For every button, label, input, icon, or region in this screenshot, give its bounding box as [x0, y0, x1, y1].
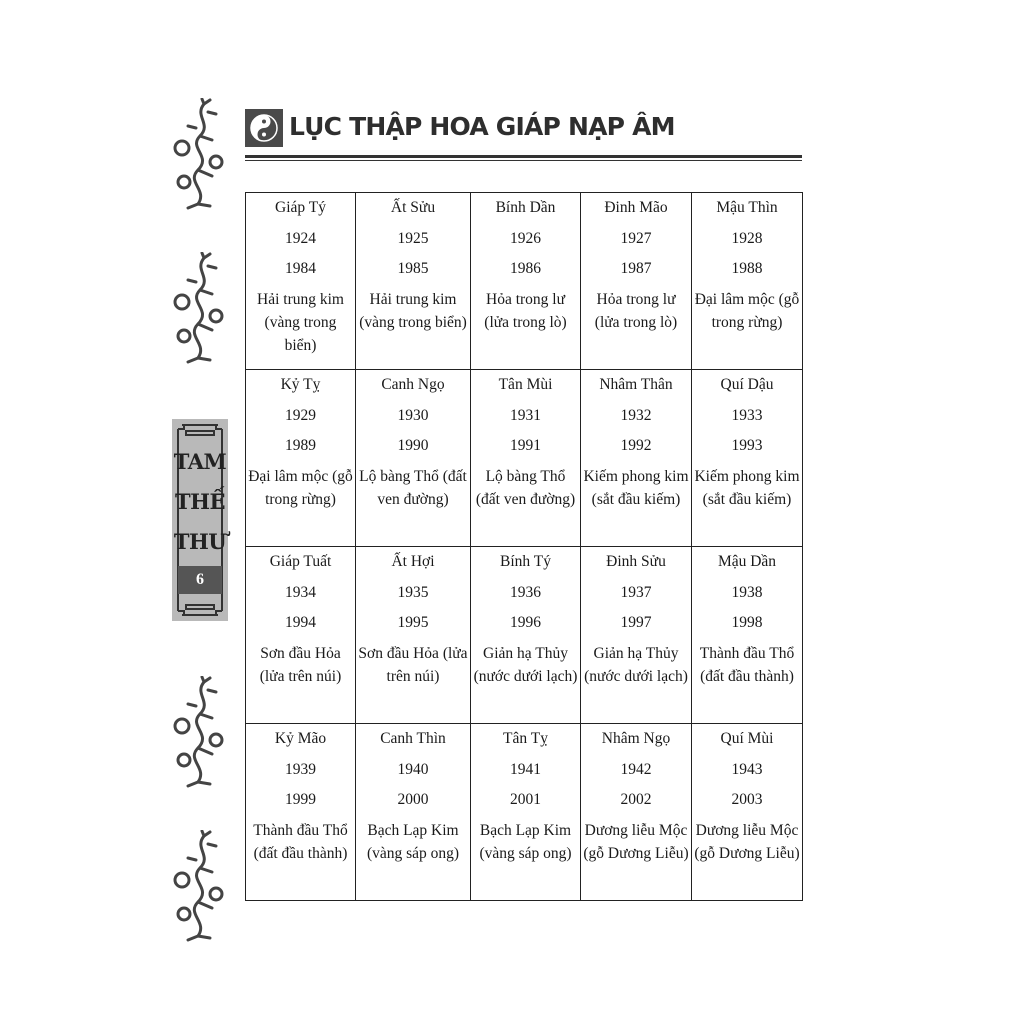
cell-year: 1939: [285, 760, 316, 778]
cell-year: 1936: [510, 583, 541, 601]
cell-name: Nhâm Ngọ: [601, 730, 671, 747]
cell-name: Đinh Mão: [604, 199, 668, 216]
cell-year: 1928: [731, 229, 763, 247]
table-cell: [581, 724, 692, 901]
cell-year: 1938: [731, 583, 763, 601]
cell-name: Tân Tỵ: [503, 730, 548, 747]
cell-year: 1996: [510, 614, 541, 631]
table-cell: [246, 724, 356, 901]
cell-name: Giáp Tý: [275, 199, 326, 216]
table-cell: [581, 370, 692, 547]
cell-year: 1986: [510, 260, 541, 277]
cell-element: Kiếm phong kim (sắt đầu kiếm): [694, 467, 800, 508]
table-row: [246, 724, 803, 901]
cell-name: Ất Hợi: [391, 553, 435, 570]
cell-name: Bính Tý: [500, 553, 551, 570]
cell-name: Ất Sửu: [390, 199, 436, 216]
page-number: 6: [178, 566, 222, 594]
table-cell: [356, 370, 471, 547]
cell-element: Giản hạ Thủy (nước dưới lạch): [584, 644, 688, 685]
cell-element: Lộ bàng Thổ (đất ven đường): [475, 467, 576, 508]
cell-name: Đinh Sửu: [606, 553, 666, 570]
header-rule-thin: [245, 160, 802, 161]
nap-am-table: [245, 192, 803, 901]
cell-year: 1927: [620, 229, 652, 247]
side-tab-word: THƯ: [173, 529, 227, 554]
table-cell: [246, 370, 356, 547]
cell-year: 1989: [285, 437, 316, 454]
cell-year: 1934: [285, 583, 316, 601]
cell-year: 1943: [731, 760, 763, 778]
table-cell: [356, 193, 471, 370]
cell-year: 1932: [620, 406, 652, 424]
cell-name: Kỷ Mão: [274, 730, 327, 747]
cell-year: 1937: [620, 583, 652, 601]
cell-element: Thành đầu Thổ (đất đầu thành): [253, 821, 348, 862]
yin-yang-icon: [245, 109, 283, 147]
table-body: [246, 193, 803, 901]
cell-element: Sơn đầu Hỏa (lửa trên núi): [259, 644, 342, 685]
side-tab-word: THẾ: [175, 489, 225, 514]
cell-element: Đại lâm mộc (gỗ trong rừng): [248, 467, 353, 508]
cell-year: 1941: [510, 760, 541, 778]
table-cell: [581, 193, 692, 370]
cell-year: 1924: [285, 229, 316, 247]
cell-year: 1940: [397, 760, 429, 778]
cell-year: 1998: [731, 614, 763, 631]
cell-element: Giản hạ Thủy (nước dưới lạch): [473, 644, 578, 685]
cell-name: Bính Dần: [495, 199, 556, 216]
cell-element: Dương liễu Mộc (gỗ Dương Liễu): [694, 821, 800, 862]
cell-year: 2000: [397, 791, 429, 808]
table-cell: [471, 547, 581, 724]
cell-year: 1993: [731, 437, 763, 454]
cell-name: Quí Mùi: [720, 730, 774, 747]
table-cell: [471, 370, 581, 547]
cell-element: Kiếm phong kim (sắt đầu kiếm): [583, 467, 689, 508]
table-cell: [356, 724, 471, 901]
cell-year: 1926: [510, 229, 541, 247]
cell-year: 2001: [510, 791, 541, 808]
cell-element: Hải trung kim (vàng trong biển): [359, 290, 467, 331]
table-cell: [356, 547, 471, 724]
table-row: [246, 370, 803, 547]
header-rule: [245, 155, 802, 158]
cell-element: Hỏa trong lư (lửa trong lò): [594, 290, 678, 331]
cell-year: 1997: [620, 614, 652, 631]
cell-year: 1990: [397, 437, 429, 454]
cell-year: 1942: [620, 760, 652, 778]
cell-element: Thành đầu Thổ (đất đầu thành): [699, 644, 795, 685]
cell-year: 1988: [731, 260, 763, 277]
side-tab-word: TAM: [173, 449, 227, 474]
table-cell: [246, 547, 356, 724]
cell-name: Canh Thìn: [380, 730, 446, 747]
table-cell: [246, 193, 356, 370]
cell-year: 2003: [731, 791, 763, 808]
table-cell: [692, 193, 803, 370]
cell-year: 1931: [510, 406, 541, 424]
cell-element: Bạch Lạp Kim (vàng sáp ong): [366, 821, 460, 862]
cell-name: Tân Mùi: [498, 376, 553, 393]
table-cell: [692, 547, 803, 724]
cell-name: Canh Ngọ: [381, 376, 445, 393]
table-cell: [692, 724, 803, 901]
cell-name: Nhâm Thân: [599, 376, 673, 393]
cell-year: 1929: [285, 406, 316, 424]
dragon-icon: [168, 98, 232, 210]
cell-name: Giáp Tuất: [269, 553, 332, 570]
cell-year: 1992: [620, 437, 652, 454]
cell-element: Dương liễu Mộc (gỗ Dương Liễu): [583, 821, 689, 862]
cell-year: 1930: [397, 406, 429, 424]
cell-year: 1991: [510, 437, 541, 454]
table-cell: [471, 193, 581, 370]
cell-name: Kỷ Tỵ: [280, 376, 321, 393]
dragon-icon: [168, 252, 232, 364]
table-cell: [471, 724, 581, 901]
cell-year: 1994: [285, 614, 316, 631]
cell-element: Hỏa trong lư (lửa trong lò): [484, 290, 567, 331]
cell-year: 1985: [397, 260, 429, 277]
table-row: [246, 193, 803, 370]
cell-year: 1995: [397, 614, 429, 631]
cell-element: Hải trung kim (vàng trong biển): [257, 290, 344, 354]
cell-year: 1984: [285, 260, 316, 277]
cell-element: Sơn đầu Hỏa (lửa trên núi): [358, 644, 468, 685]
cell-name: Mậu Dần: [717, 553, 777, 570]
cell-name: Mậu Thìn: [716, 199, 778, 216]
page-title: LỤC THẬP HOA GIÁP NẠP ÂM: [289, 112, 675, 141]
cell-element: Bạch Lạp Kim (vàng sáp ong): [479, 821, 572, 862]
cell-element: Lộ bàng Thổ (đất ven đường): [359, 467, 467, 508]
cell-year: 1933: [731, 406, 763, 424]
table-cell: [692, 370, 803, 547]
page-header: [245, 109, 802, 165]
table-row: [246, 547, 803, 724]
cell-year: 1987: [620, 260, 652, 277]
dragon-icon: [168, 830, 232, 942]
cell-year: 1925: [397, 229, 429, 247]
table-cell: [581, 547, 692, 724]
dragon-icon: [168, 676, 232, 788]
cell-name: Quí Dậu: [720, 376, 774, 393]
cell-element: Đại lâm mộc (gỗ trong rừng): [694, 290, 800, 331]
cell-year: 2002: [620, 791, 652, 808]
cell-year: 1999: [285, 791, 316, 808]
cell-year: 1935: [397, 583, 429, 601]
